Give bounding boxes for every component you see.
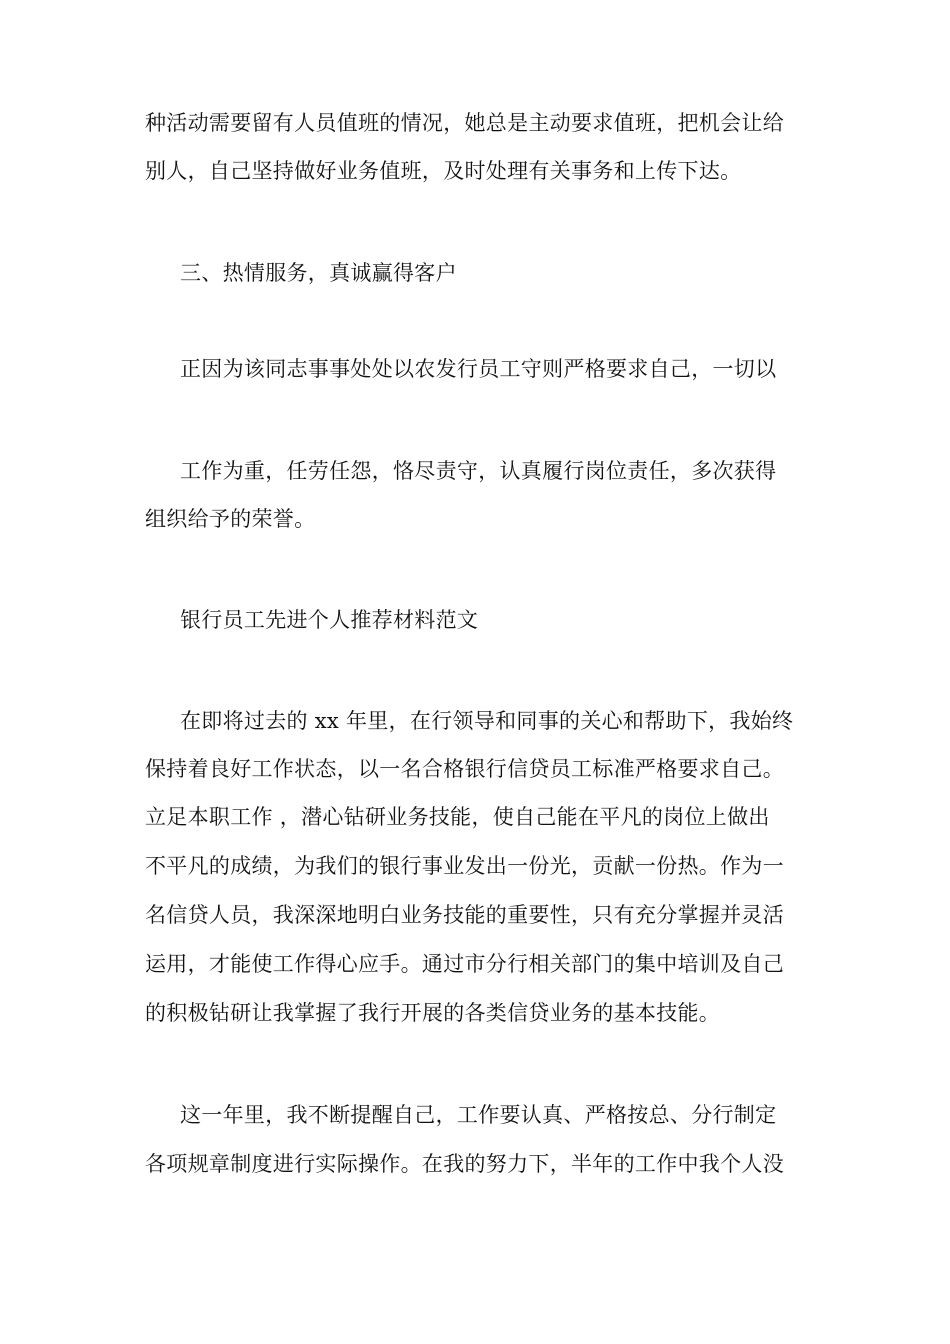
text-line: 立足本职工作 ，潜心钻研业务技能，使自己能在平凡的岗位上做出 xyxy=(145,805,770,829)
text-line: 保持着良好工作状态，以一名合格银行信贷员工标准严格要求自己。 xyxy=(145,757,784,781)
text-line: 名信贷人员，我深深地明白业务技能的重要性，只有充分掌握并灵活 xyxy=(145,903,784,927)
text-line: 各项规章制度进行实际操作。在我的努力下，半年的工作中我个人没 xyxy=(145,1152,784,1176)
text-line: 别人，自己坚持做好业务值班，及时处理有关事务和上传下达。 xyxy=(145,159,742,183)
text-line: 运用，才能使工作得心应手。通过市分行相关部门的集中培训及自己 xyxy=(145,952,784,976)
text-line: 工作为重，任劳任怨，恪尽责守，认真履行岗位责任，多次获得 xyxy=(180,459,777,483)
text-line: 正因为该同志事事处处以农发行员工守则严格要求自己，一切以 xyxy=(180,357,777,381)
section-heading: 三、热情服务，真诚赢得客户 xyxy=(180,261,457,285)
text-line: 种活动需要留有人员值班的情况，她总是主动要求值班，把机会让给 xyxy=(145,111,784,135)
text-line: 在即将过去的 xx 年里，在行领导和同事的关心和帮助下，我始终 xyxy=(180,709,794,733)
document-title: 银行员工先进个人推荐材料范文 xyxy=(180,608,479,632)
text-line: 组织给予的荣誉。 xyxy=(145,507,316,531)
text-line: 这一年里，我不断提醒自己，工作要认真、严格按总、分行制定 xyxy=(180,1103,777,1127)
text-line: 不平凡的成绩，为我们的银行事业发出一份光，贡献一份热。作为一 xyxy=(145,854,784,878)
text-line: 的积极钻研让我掌握了我行开展的各类信贷业务的基本技能。 xyxy=(145,1001,721,1025)
